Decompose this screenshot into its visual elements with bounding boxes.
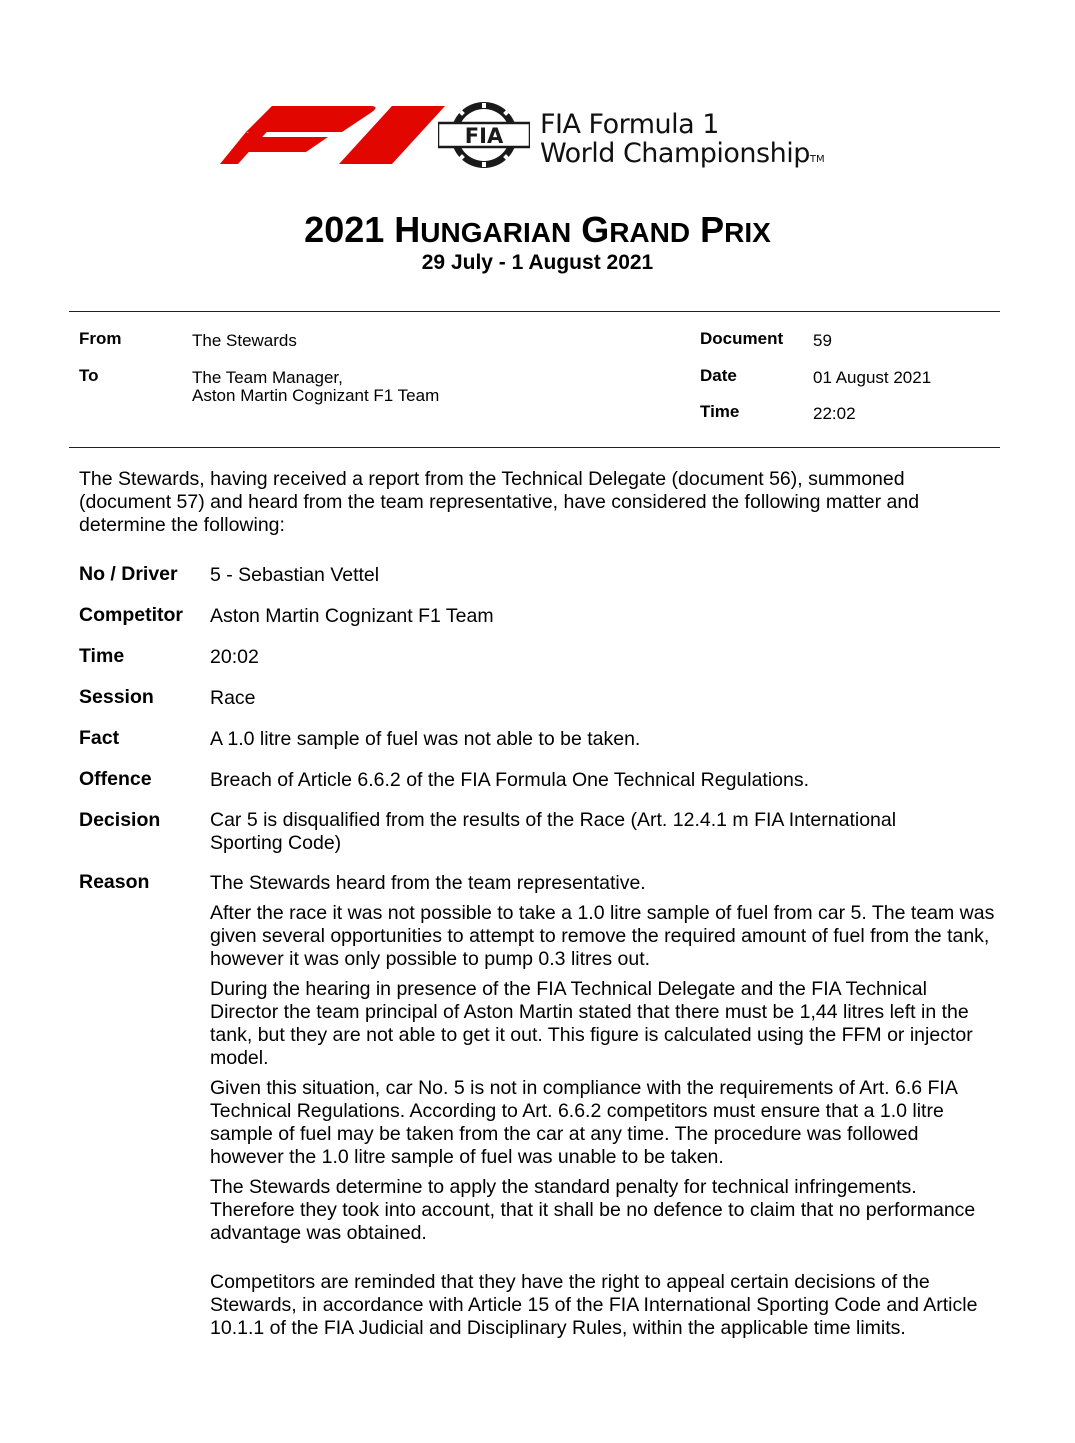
driver-label: No / Driver <box>79 563 178 585</box>
event-dates: 29 July - 1 August 2021 <box>421 251 654 274</box>
f1-logo <box>220 106 445 164</box>
reason-label: Reason <box>79 871 150 893</box>
reason-paragraph: The Stewards determine to apply the standard penalty for technical infringements. Therefore they took into account, that it shall be no defence to claim that no performance advantage was obtained. <box>210 1176 976 1244</box>
reason-paragraph: During the hearing in presence of the FIA Technical Delegate and the FIA Technical Director the team principal of Aston Martin stated that there must be 1,44 litres left in the tank, but they are not able to get it out. This figure is calculated using the FFM or injector model. <box>210 978 973 1069</box>
fact-value: A 1.0 litre sample of fuel was not able to be taken. <box>210 728 641 750</box>
championship-line-2: World ChampionshipTM <box>540 138 825 169</box>
event-title: 2021 HUNGARIAN GRAND PRIX <box>304 209 771 250</box>
session-label: Session <box>79 686 154 708</box>
trademark: TM <box>809 154 825 165</box>
session-value: Race <box>210 687 256 709</box>
decision-label: Decision <box>79 809 161 831</box>
reason-paragraph: After the race it was not possible to take a 1.0 litre sample of fuel from car 5. The team was given several opportunities to attempt to remove the required amount of fuel from the tank, however it was only possible to pump 0.3 litres out. <box>210 902 995 970</box>
time-value: 22:02 <box>813 404 856 423</box>
fact-label: Fact <box>79 727 120 749</box>
competitor-value: Aston Martin Cognizant F1 Team <box>210 605 494 627</box>
incident-time-value: 20:02 <box>210 646 259 668</box>
intro-paragraph: The Stewards, having received a report from the Technical Delegate (document 56), summoned (document 57) and heard from the team representative, have considered the following matter and determine the following: <box>79 468 920 536</box>
appeal-notice: Competitors are reminded that they have the right to appeal certain decisions of the Stewards, in accordance with Article 15 of the FIA International Sporting Code and Article 10.1.1 of the FIA Judicial and Disciplinary Rules, within the applicable time limits. <box>210 1271 978 1339</box>
incident-time-label: Time <box>79 645 125 667</box>
offence-value: Breach of Article 6.6.2 of the FIA Formula One Technical Regulations. <box>210 769 810 791</box>
date-value: 01 August 2021 <box>813 368 932 387</box>
competitor-label: Competitor <box>79 604 183 626</box>
bottom-divider <box>69 447 1000 448</box>
decision-value: Car 5 is disqualified from the results of the Race (Art. 12.4.1 m FIA International Sporting Code) <box>210 809 897 854</box>
driver-value: 5 - Sebastian Vettel <box>210 564 380 586</box>
reason-paragraph: Given this situation, car No. 5 is not in compliance with the requirements of Art. 6.6 FIA Technical Regulations. According to Art. 6.6.2 competitors must ensure that a 1.0 litre sample of fuel may be taken from the car at any time. The procedure was followed however the 1.0 litre sample of fuel was unable to be taken. <box>210 1077 957 1168</box>
top-divider <box>69 311 1000 312</box>
to-value-line-2: Aston Martin Cognizant F1 Team <box>192 386 440 405</box>
from-label: From <box>79 329 122 348</box>
reason-paragraph: The Stewards heard from the team representative. <box>210 872 646 894</box>
to-label: To <box>79 366 99 385</box>
document-label: Document <box>700 329 784 348</box>
header-logo <box>220 100 870 172</box>
from-value: The Stewards <box>192 331 297 350</box>
fia-badge-text: FIA <box>464 124 504 148</box>
reason-block <box>210 872 995 1347</box>
offence-label: Offence <box>79 768 152 790</box>
fia-badge <box>438 100 530 170</box>
date-label: Date <box>700 366 737 385</box>
championship-line-1: FIA Formula 1 <box>540 109 719 140</box>
time-label: Time <box>700 402 740 421</box>
to-value-line-1: The Team Manager, <box>192 368 343 387</box>
championship-wordmark <box>540 110 825 174</box>
document-value: 59 <box>813 331 832 350</box>
